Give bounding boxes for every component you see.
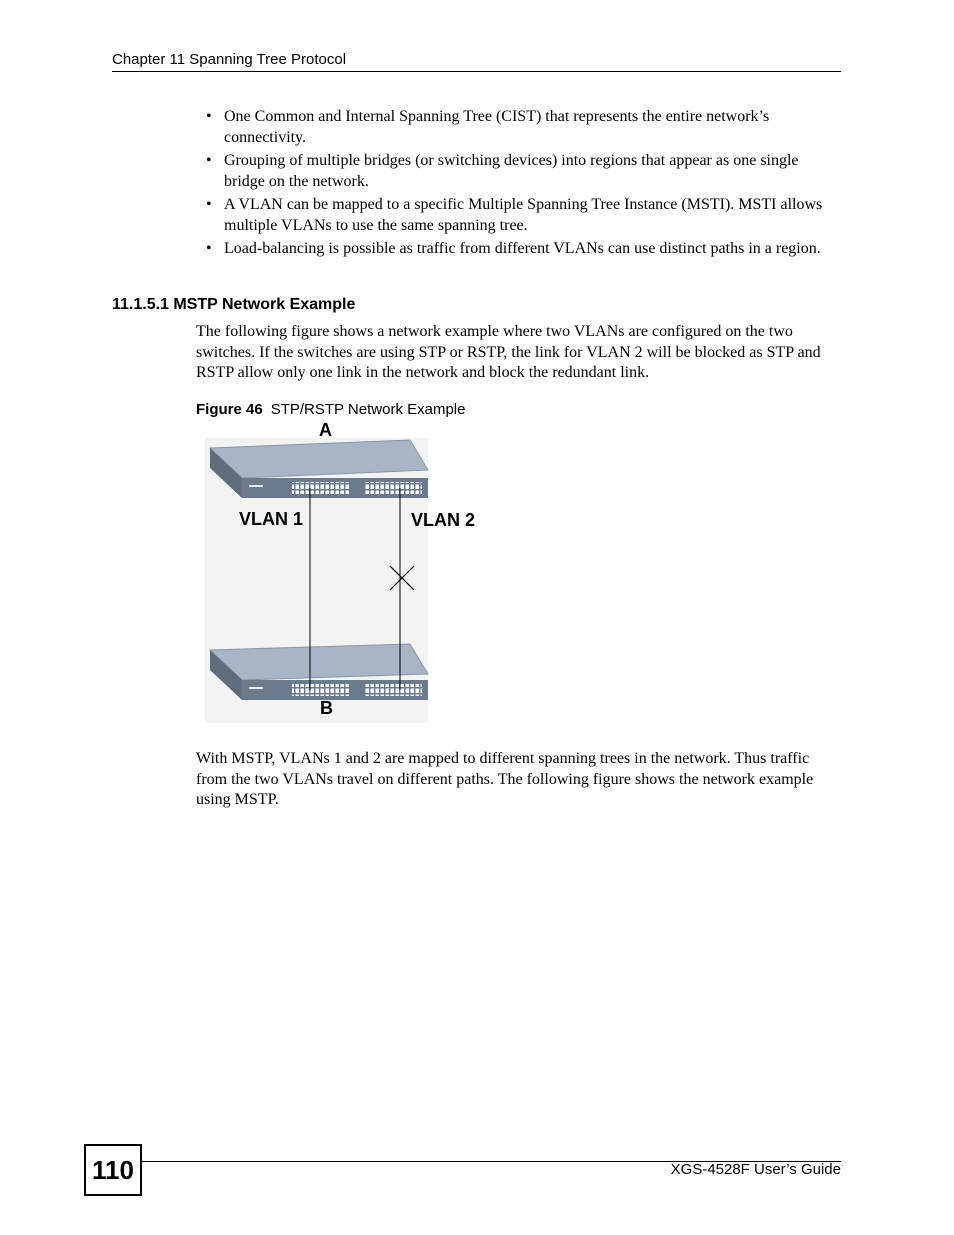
network-switch-icon — [210, 644, 428, 700]
figure-caption — [196, 401, 465, 418]
section-heading: 11.1.5.1 MSTP Network Example — [112, 296, 356, 313]
bullet-icon: • — [206, 196, 212, 213]
list-item: • One Common and Internal Spanning Tree (CIST) that represents the entire network’s connectivity. — [206, 108, 770, 146]
vlan2-label: VLAN 2 — [411, 510, 476, 530]
figure-title: STP/RSTP Network Example — [270, 401, 466, 418]
bullet-icon: • — [206, 108, 212, 125]
intro-paragraph: The following figure shows a network example where two VLANs are configured on the two switches. If the switches are using STP or RSTP, the link for VLAN 2 will be blocked as STP and RSTP allow only one link in the network and block the redundant link. — [196, 323, 821, 381]
switch-a-label: A — [319, 420, 332, 440]
feature-bullet-list — [206, 107, 842, 263]
guide-title: XGS-4528F User’s Guide — [670, 1161, 841, 1178]
running-header: Chapter 11 Spanning Tree Protocol — [112, 51, 347, 68]
list-item: • A VLAN can be mapped to a specific Multiple Spanning Tree Instance (MSTI). MSTI allows multiple VLANs to use the same spanning tree. — [206, 196, 823, 234]
figure-number: Figure 46 — [196, 401, 263, 418]
vlan1-label: VLAN 1 — [239, 509, 304, 529]
list-item: • Grouping of multiple bridges (or switching devices) into regions that appear as one single bridge on the network. — [206, 152, 799, 190]
bullet-icon: • — [206, 240, 212, 257]
list-item: • Load-balancing is possible as traffic from different VLANs can use distinct paths in a region. — [206, 239, 842, 260]
page-number: 110 — [84, 1144, 142, 1196]
network-diagram — [200, 418, 490, 723]
outro-paragraph: With MSTP, VLANs 1 and 2 are mapped to different spanning trees in the network. Thus traffic from the two VLANs travel on different paths. The following figure shows the network example using MSTP. — [196, 750, 814, 808]
header-rule — [112, 71, 841, 72]
switch-b-label: B — [320, 698, 333, 718]
bullet-icon: • — [206, 152, 212, 169]
stp-network-figure — [200, 418, 490, 723]
network-switch-icon — [210, 440, 428, 498]
